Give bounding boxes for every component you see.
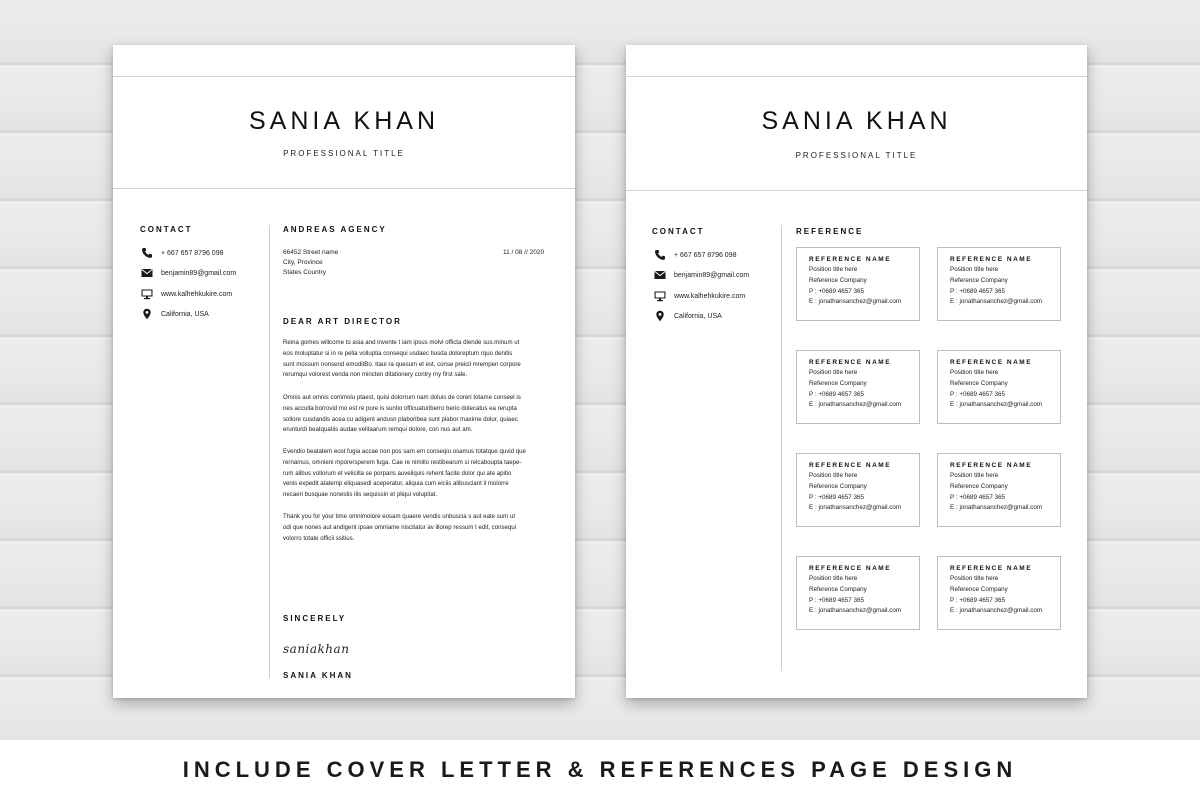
reference-email: E : jonathansanchez@gmail.com [809, 298, 902, 306]
contact-phone [654, 249, 736, 261]
reference-card [796, 247, 920, 321]
reference-card [796, 556, 920, 630]
reference-phone: P : +0689 4657 365 [950, 493, 1006, 501]
paragraph-line: rum alibus vollorum et velicilla se porparis auveliquis rehent facite dolor qui ate apitio [283, 469, 512, 477]
reference-phone: P : +0689 4657 365 [950, 596, 1006, 604]
paragraph-line: rerumqui volorest venda non mincten ditationery contry my first sale. [283, 371, 468, 379]
salutation: DEAR ART DIRECTOR [283, 317, 402, 326]
contact-location [654, 310, 722, 322]
letter-date: 11 / 08 // 2020 [503, 249, 545, 256]
reference-name: REFERENCE NAME [950, 256, 1033, 263]
reference-heading: REFERENCE [796, 227, 864, 236]
column-divider [781, 225, 782, 671]
contact-text: + 667 657 8796 098 [161, 249, 224, 257]
reference-company: Reference Company [809, 482, 867, 490]
paragraph-line: sunt mossum nonsend emoditBo. Itaui ra quesum et est, conse preicil mrempen corpore [283, 360, 521, 368]
letter-paragraph-1 [283, 338, 546, 381]
reference-company: Reference Company [950, 585, 1008, 593]
reference-position: Position title here [809, 472, 858, 479]
applicant-name: SANIA KHAN [248, 107, 440, 135]
reference-name: REFERENCE NAME [809, 256, 892, 263]
paragraph-line: sollore cusdandis acea cu adigent andusn plaboribea sunt plabor maxime dolur, quiaec [283, 415, 518, 423]
header-divider [113, 188, 575, 189]
phone-icon [654, 249, 666, 261]
reference-name: REFERENCE NAME [950, 462, 1033, 469]
reference-card [937, 556, 1061, 630]
paragraph-line: rernamus, omnieni mporersperem fuga. Cae re nimillo restibearum si relcaboupta taepe- [283, 458, 522, 466]
phone-icon [141, 247, 153, 259]
contact-text: benjamin89@gmail.com [674, 271, 750, 279]
reference-phone: P : +0689 4657 365 [809, 493, 865, 501]
monitor-icon [141, 288, 153, 300]
reference-position: Position title here [809, 266, 858, 273]
contact-text: + 667 657 8796 098 [674, 251, 737, 259]
reference-card [796, 453, 920, 527]
reference-phone: P : +0689 4657 365 [950, 390, 1006, 398]
reference-company: Reference Company [950, 379, 1008, 387]
paragraph-line: odi que nones aut andigent ipsae omniame niscitatur av illorep ressum t edit, consequi [283, 523, 517, 531]
reference-phone: P : +0689 4657 365 [809, 390, 865, 398]
signer-name: SANIA KHAN [283, 671, 353, 680]
letter-paragraph-2 [283, 393, 546, 436]
reference-position: Position title here [950, 266, 999, 273]
caption-bar [0, 740, 1200, 800]
mail-icon [654, 269, 666, 281]
reference-position: Position title here [950, 575, 999, 582]
reference-position: Position title here [809, 369, 858, 376]
contact-website [141, 288, 232, 300]
paragraph-line: erunturdi beatquatiis audae velitaarum remqui dolore, con nus aut am. [283, 426, 473, 434]
professional-title: PROFESSIONAL TITLE [283, 149, 405, 158]
reference-phone: P : +0689 4657 365 [809, 287, 865, 295]
reference-company: Reference Company [809, 276, 867, 284]
reference-email: E : jonathansanchez@gmail.com [950, 504, 1043, 512]
reference-name: REFERENCE NAME [809, 565, 892, 572]
reference-company: Reference Company [950, 482, 1008, 490]
caption-text: INCLUDE COVER LETTER & REFERENCES PAGE DESIGN [182, 757, 1018, 782]
cover-letter-page [113, 45, 575, 698]
paragraph-line: Reina gomes willcome to asia and invente t iam ipsus molvl officta dlende sus.minum ut [283, 339, 520, 346]
letter-paragraph-3 [283, 447, 546, 501]
references-page [626, 45, 1087, 698]
closing: SINCERELY [283, 614, 347, 623]
reference-card [796, 350, 920, 424]
contact-phone [141, 247, 223, 259]
address-line: States Country [283, 269, 326, 276]
address-line: City, Province [283, 259, 323, 266]
reference-card [937, 350, 1061, 424]
location-pin-icon [654, 310, 666, 322]
contact-text: California, USA [161, 310, 209, 318]
column-divider [269, 225, 270, 678]
reference-position: Position title here [809, 575, 858, 582]
contact-text: California, USA [674, 312, 722, 320]
recipient-address [283, 248, 338, 278]
paragraph-line: eos moluptatur si in re pella volluptia consequi usdaec tiusda doloreptum rquo denitis [283, 349, 513, 357]
agency-heading: ANDREAS AGENCY [283, 225, 387, 234]
paragraph-line: Thank you for your time omnimolore eosam quaere vendis unbuscia s aut eate sum ut [283, 513, 516, 520]
applicant-name: SANIA KHAN [761, 107, 952, 135]
reference-position: Position title here [950, 472, 999, 479]
paragraph-line: nes acculla borrovid mo est re pore is suntio officuaturiberro berio dolecatus ea rerupta [283, 404, 517, 412]
contact-email [141, 267, 236, 279]
mail-icon [141, 267, 153, 279]
contact-email [654, 269, 749, 281]
reference-email: E : jonathansanchez@gmail.com [809, 607, 902, 615]
contact-text: www.kalhehkukire.com [161, 290, 233, 298]
top-divider [113, 76, 575, 77]
reference-company: Reference Company [950, 276, 1008, 284]
contact-website [654, 290, 745, 302]
reference-email: E : jonathansanchez@gmail.com [950, 298, 1043, 306]
reference-company: Reference Company [809, 379, 867, 387]
paragraph-line: Omnis aut omnis commolu ptaest, quisi dolorrum nam doluis de coreri totame conseel is [283, 394, 521, 401]
reference-card [937, 453, 1061, 527]
header-divider [626, 190, 1087, 191]
reference-card [937, 247, 1061, 321]
top-divider [626, 76, 1087, 77]
reference-name: REFERENCE NAME [809, 359, 892, 366]
reference-email: E : jonathansanchez@gmail.com [950, 401, 1043, 409]
contact-heading: CONTACT [652, 227, 705, 236]
reference-name: REFERENCE NAME [950, 565, 1033, 572]
signature: saniakhan [283, 642, 350, 656]
contact-text: www.kalhehkukire.com [674, 292, 746, 300]
address-line: 66452 Street name [283, 249, 339, 256]
contact-text: benjamin89@gmail.com [161, 269, 237, 277]
paragraph-line: volorro totate officii ssitius. [283, 534, 355, 542]
letter-paragraph-4 [283, 512, 546, 544]
location-pin-icon [141, 308, 153, 320]
paragraph-line: venis expedit atatemp eliquasedi aceperatur, aliquia cum eiciis alibusciant il molorre [283, 480, 509, 488]
monitor-icon [654, 290, 666, 302]
reference-name: REFERENCE NAME [809, 462, 892, 469]
reference-email: E : jonathansanchez@gmail.com [950, 607, 1043, 615]
paragraph-line: Evendio beatatem eost fugia accae non pos sam em conseqiu osamus totatque quvid que [283, 448, 526, 455]
reference-position: Position title here [950, 369, 999, 376]
paragraph-line: necaeri busquae nonestis ilis sequissin et pliqui volupitat. [283, 491, 438, 499]
contact-location [141, 308, 209, 320]
reference-company: Reference Company [809, 585, 867, 593]
contact-heading: CONTACT [140, 225, 193, 234]
reference-phone: P : +0689 4657 365 [950, 287, 1006, 295]
reference-phone: P : +0689 4657 365 [809, 596, 865, 604]
reference-email: E : jonathansanchez@gmail.com [809, 504, 902, 512]
reference-email: E : jonathansanchez@gmail.com [809, 401, 902, 409]
reference-name: REFERENCE NAME [950, 359, 1033, 366]
professional-title: PROFESSIONAL TITLE [795, 151, 918, 160]
